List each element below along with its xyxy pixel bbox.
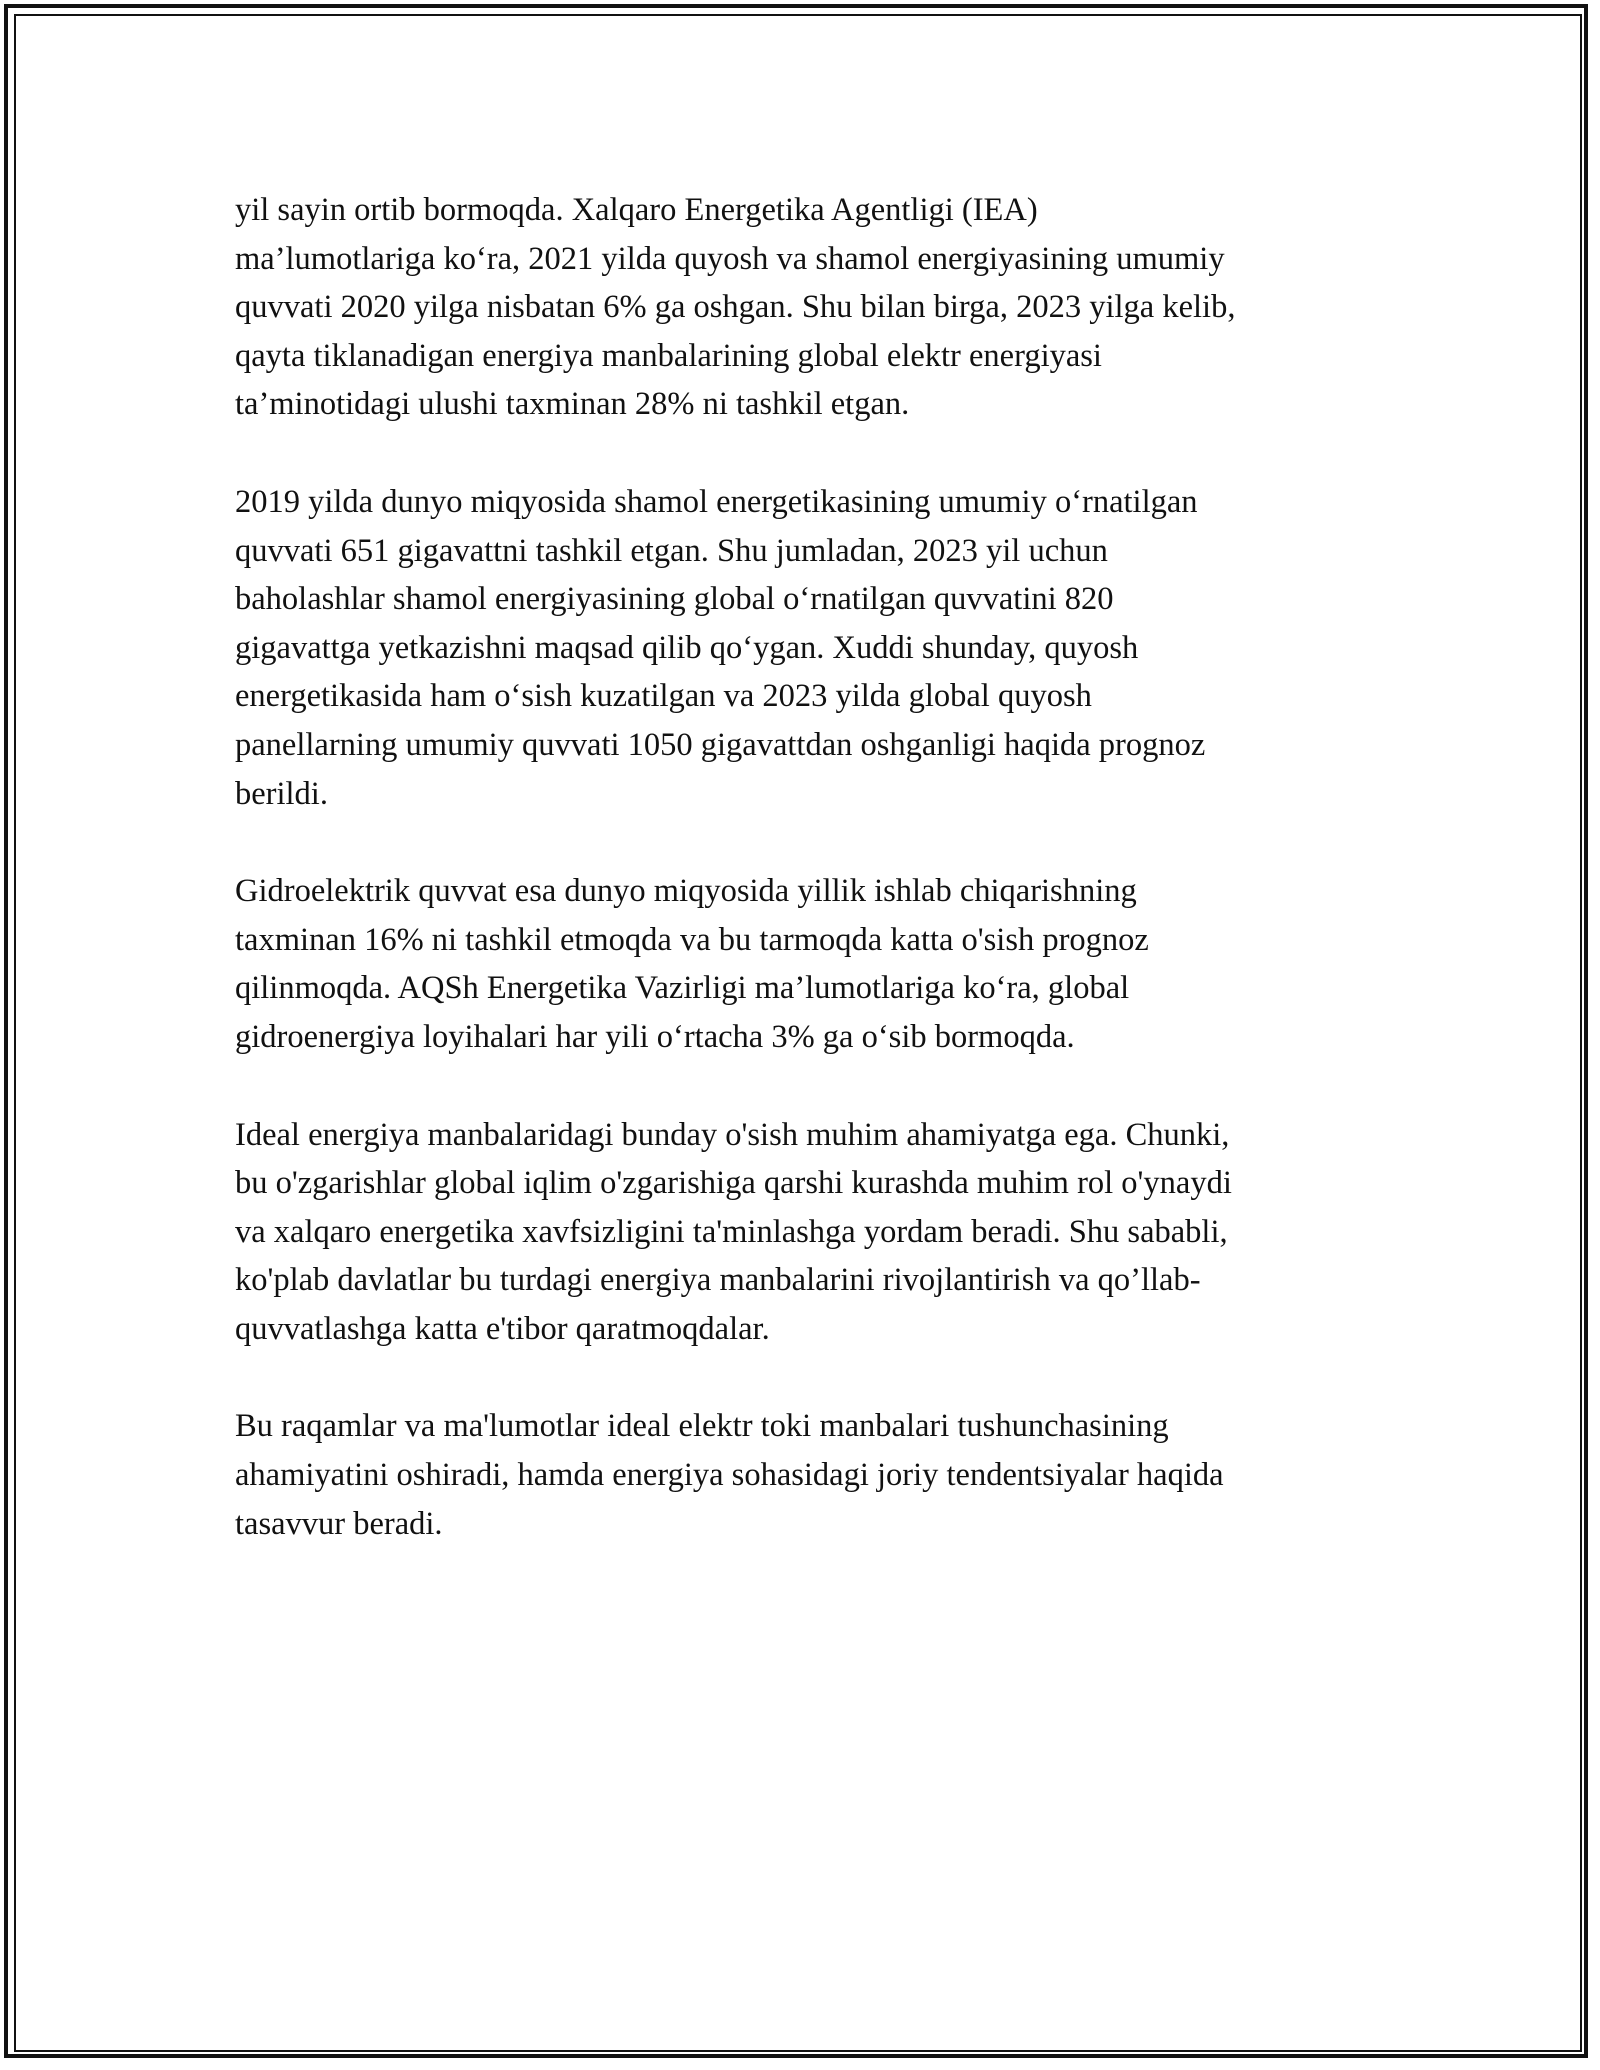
text-line: qilinmoqda. AQSh Energetika Vazirligi ma’lumotlariga ko‘ra, global (235, 970, 1130, 1007)
text-line: Bu raqamlar va ma'lumotlar ideal elektr toki manbalari tushunchasining (235, 1408, 1169, 1445)
text-line: gidroenergiya loyihalari har yili o‘rtacha 3% ga o‘sib bormoqda. (235, 1018, 1075, 1055)
paragraph-5 (235, 1402, 1375, 1548)
text-line: quvvatlashga katta e'tibor qaratmoqdalar. (235, 1310, 770, 1347)
text-line: baholashlar shamol energiyasining global o‘rnatilgan quvvatini 820 (235, 581, 1114, 618)
text-line: bu o'zgarishlar global iqlim o'zgarishiga qarshi kurashda muhim rol o'ynaydi (235, 1165, 1232, 1202)
text-line: ta’minotidagi ulushi taxminan 28% ni tashkil etgan. (235, 386, 910, 423)
paragraph-2 (235, 478, 1375, 818)
text-line: Ideal energiya manbalaridagi bunday o'sish muhim ahamiyatga ega. Chunki, (235, 1116, 1230, 1153)
text-line: ko'plab davlatlar bu turdagi energiya manbalarini rivojlantirish va qo’llab- (235, 1262, 1201, 1299)
text-line: quvvati 651 gigavattni tashkil etgan. Shu jumladan, 2023 yil uchun (235, 532, 1108, 569)
text-line: panellarning umumiy quvvati 1050 gigavattdan oshganligi haqida prognoz (235, 726, 1206, 763)
text-line: 2019 yilda dunyo miqyosida shamol energetikasining umumiy o‘rnatilgan (235, 483, 1198, 520)
text-line: energetikasida ham o‘sish kuzatilgan va 2023 yilda global quyosh (235, 678, 1092, 715)
paragraph-1 (235, 186, 1375, 429)
text-line: ahamiyatini oshiradi, hamda energiya sohasidagi joriy tendentsiyalar haqida (235, 1457, 1224, 1494)
text-line: Gidroelektrik quvvat esa dunyo miqyosida yillik ishlab chiqarishning (235, 873, 1137, 910)
paragraph-4 (235, 1111, 1375, 1354)
text-line: berildi. (235, 775, 328, 812)
paragraph-3 (235, 867, 1375, 1061)
text-line: tasavvur beradi. (235, 1505, 443, 1542)
text-line: gigavattga yetkazishni maqsad qilib qo‘ygan. Xuddi shunday, quyosh (235, 629, 1139, 666)
text-line: va xalqaro energetika xavfsizligini ta'minlashga yordam beradi. Shu sababli, (235, 1213, 1228, 1250)
text-line: ma’lumotlariga ko‘ra, 2021 yilda quyosh va shamol energiyasining umumiy (235, 240, 1225, 277)
text-line: yil sayin ortib bormoqda. Xalqaro Energetika Agentligi (IEA) (235, 192, 1038, 228)
document-body (235, 186, 1375, 1597)
text-line: quvvati 2020 yilga nisbatan 6% ga oshgan. Shu bilan birga, 2023 yilga kelib, (235, 289, 1236, 326)
text-line: taxminan 16% ni tashkil etmoqda va bu tarmoqda katta o'sish prognoz (235, 921, 1149, 958)
text-line: qayta tiklanadigan energiya manbalarining global elektr energiyasi (235, 337, 1102, 374)
